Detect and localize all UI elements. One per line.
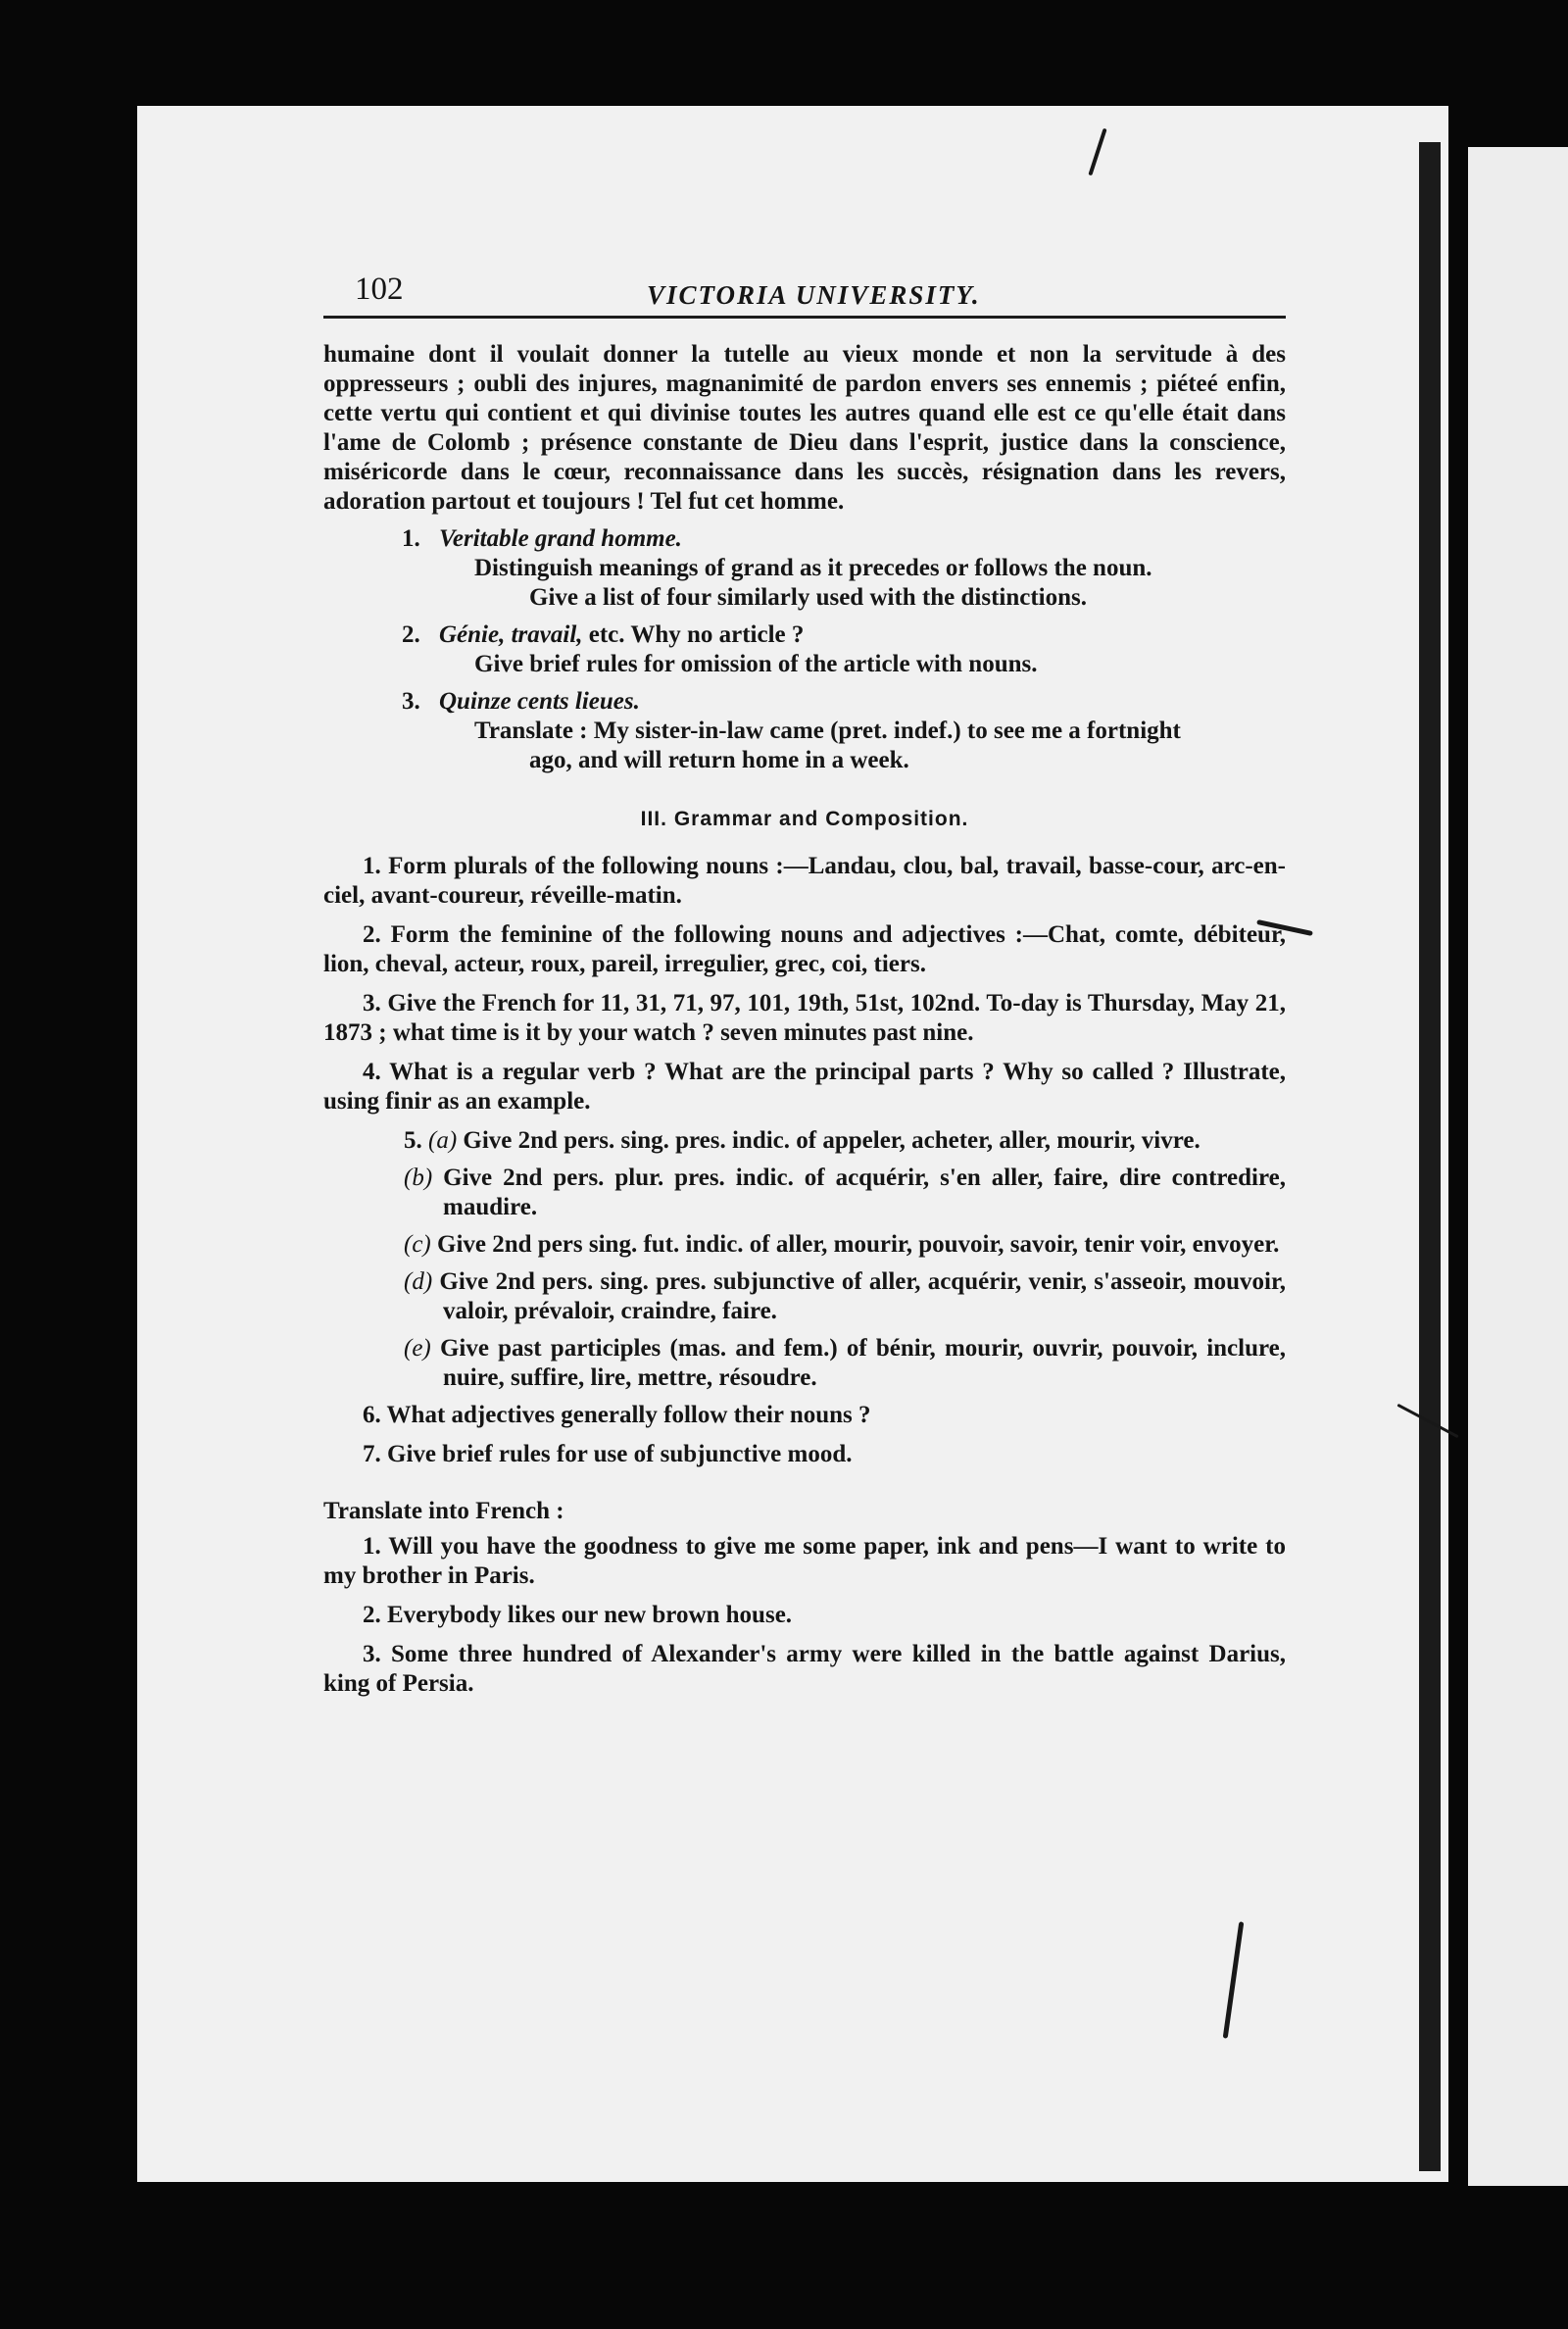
question-1 (323, 524, 1286, 613)
grammar-item: 4. What is a regular verb ? What are the principal parts ? Why so called ? Illustrate, using finir as an example. (323, 1059, 1286, 1115)
section-title: III. Grammar and Composition. (640, 808, 969, 830)
question-number: 2. (402, 621, 420, 648)
question-lead: Quinze cents lieues. (439, 688, 640, 715)
sub-label: (e) (404, 1335, 431, 1362)
adjacent-page-strip (1468, 147, 1568, 2186)
grammar-item-5 (323, 1126, 1286, 1393)
sub-text: Give 2nd pers. sing. pres. indic. of appeler, acheter, aller, mourir, vivre. (463, 1127, 1200, 1154)
sub-label: (b) (404, 1164, 433, 1191)
translate-item: 1. Will you have the goodness to give me some paper, ink and pens—I want to write to my brother in Paris. (323, 1533, 1286, 1589)
question-3 (323, 687, 1286, 775)
question-lead: Génie, travail, (439, 621, 583, 648)
question-rest: etc. Why no article ? (582, 621, 805, 648)
translate-item: 3. Some three hundred of Alexander's army were killed in the battle against Darius, king of Persia. (323, 1641, 1286, 1697)
grammar-item: 7. Give brief rules for use of subjunctive mood. (363, 1441, 853, 1467)
grammar-item: 3. Give the French for 11, 31, 71, 97, 101, 19th, 51st, 102nd. To-day is Thursday, May 21, 1873 ; what time is it by your watch ? seven minutes past nine. (323, 990, 1286, 1046)
question-lead: Veritable grand homme. (439, 525, 682, 552)
question-2 (323, 620, 1286, 679)
page-number: 102 (355, 272, 404, 307)
question-body-cont: ago, and will return home in a week. (529, 747, 909, 773)
page-header (323, 273, 1286, 319)
question-body: Translate : My sister-in-law came (pret. indef.) to see me a fortnight (474, 718, 1181, 744)
question-body: Give brief rules for omission of the article with nouns. (474, 651, 1038, 677)
sub-text: Give 2nd pers. plur. pres. indic. of acquérir, s'en aller, faire, dire contredire, maudire. (443, 1164, 1286, 1220)
item-number: 5. (404, 1127, 422, 1154)
question-number: 3. (402, 688, 420, 715)
translate-heading: Translate into French : (323, 1498, 564, 1524)
translate-item: 2. Everybody likes our new brown house. (363, 1602, 793, 1628)
sub-label: (d) (404, 1268, 433, 1295)
sub-text: Give past participles (mas. and fem.) of bénir, mourir, ouvrir, pouvoir, inclure, nuire, suffire, lire, mettre, résoudre. (439, 1335, 1286, 1391)
page-edge-shadow (1419, 142, 1441, 2171)
question-body-cont: Give a list of four similarly used with the distinctions. (529, 584, 1088, 611)
grammar-item: 2. Form the feminine of the following nouns and adjectives :—Chat, comte, débiteur, lion, cheval, acteur, roux, pareil, irregulier, grec, coi, tiers. (323, 921, 1286, 977)
question-body: Distinguish meanings of grand as it precedes or follows the noun. (474, 555, 1152, 581)
page-content (323, 273, 1286, 1709)
question-number: 1. (402, 525, 420, 552)
sub-text: Give 2nd pers. sing. pres. subjunctive of aller, acquérir, venir, s'asseoir, mouvoir, valoir, prévaloir, craindre, faire. (439, 1268, 1286, 1324)
grammar-item: 6. What adjectives generally follow their nouns ? (363, 1402, 871, 1428)
sub-label: (a) (428, 1127, 458, 1154)
running-head: VICTORIA UNIVERSITY. (647, 280, 981, 310)
intro-paragraph: humaine dont il voulait donner la tutelle au vieux monde et non la servitude à des oppresseurs ; oubli des injures, magnanimité de pardon envers ses ennemis ; piétеé enfin, cette vertu qui contient et qui divinise toutes les autres quand elle est ce qu'elle était dans l'ame de Colomb ; présence constante de Dieu dans l'esprit, justice dans la conscience, miséricorde dans le cœur, reconnaissance dans les succès, résignation dans les revers, adoration partout et toujours ! Tel fut cet homme. (323, 341, 1286, 515)
grammar-item: 1. Form plurals of the following nouns :—Landau, clou, bal, travail, basse-cour, arc-en-ciel, avant-coureur, réveille-matin. (323, 853, 1286, 909)
sub-text: Give 2nd pers sing. fut. indic. of aller, mourir, pouvoir, savoir, tenir voir, envoyer. (437, 1231, 1280, 1258)
sub-label: (c) (404, 1231, 431, 1258)
